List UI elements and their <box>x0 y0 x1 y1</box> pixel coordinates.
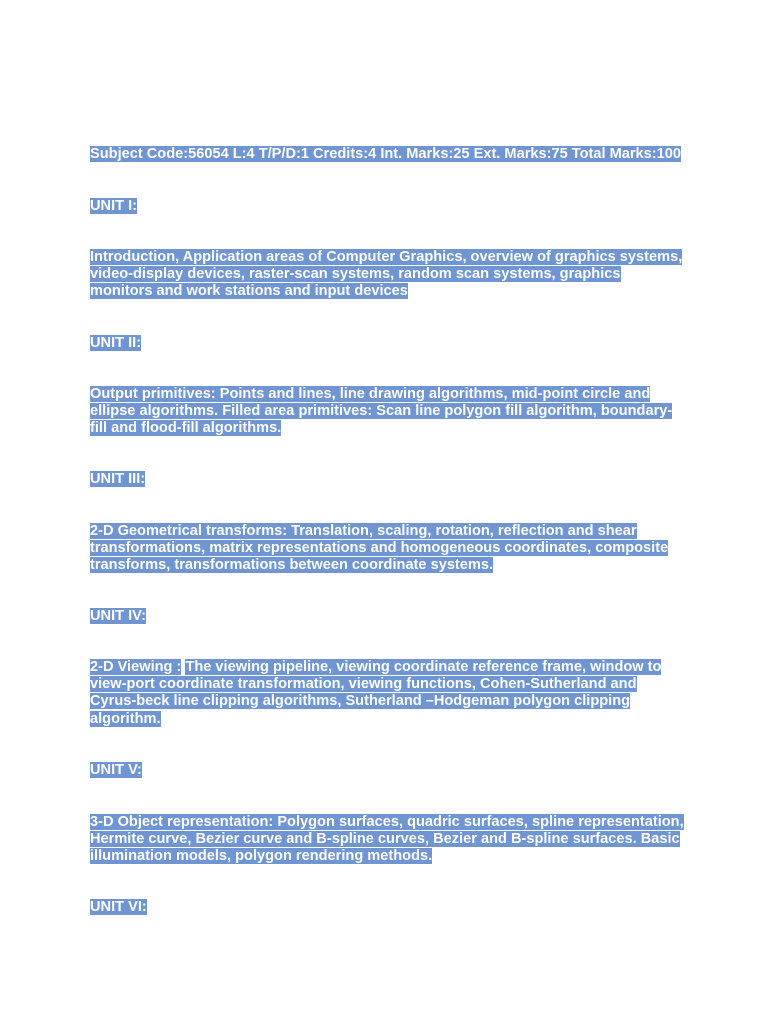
unit-heading-text: UNIT V: <box>90 762 142 778</box>
content-line: monitors and work stations and input devices <box>90 283 408 300</box>
content-line: transforms, transformations between coordinate systems. <box>90 557 494 574</box>
unit-2-heading[interactable] <box>90 335 690 352</box>
content-line: Output primitives: Points and lines, line drawing algorithms, mid-point circle and <box>90 386 651 402</box>
subject-info-text: Subject Code:56054 L:4 T/P/D:1 Credits:4 Int. Marks:25 Ext. Marks:75 Total Marks:100 <box>90 146 681 162</box>
subject-info-line[interactable] <box>90 146 690 163</box>
content-line: illumination models, polygon rendering methods. <box>90 848 433 865</box>
content-line: 2-D Geometrical transforms: Translation, scaling, rotation, reflection and shear <box>90 523 637 539</box>
content-line: ellipse algorithms. Filled area primitives: Scan line polygon fill algorithm, boundary- <box>90 403 673 420</box>
content-line: fill and flood-fill algorithms. <box>90 420 282 437</box>
unit-2-content[interactable] <box>90 386 690 438</box>
content-line: view-port coordinate transformation, viewing functions, Cohen-Sutherland and <box>90 676 637 693</box>
unit-heading-text: UNIT VI: <box>90 899 147 915</box>
content-line-part: 2-D Viewing : <box>90 659 182 675</box>
unit-3-content[interactable] <box>90 523 690 575</box>
unit-heading-text: UNIT I: <box>90 198 138 214</box>
unit-5-content[interactable] <box>90 814 690 866</box>
content-line: Hermite curve, Bezier curve and B-spline curves, Bezier and B-spline surfaces. Basic <box>90 831 680 848</box>
unit-5-heading[interactable] <box>90 762 690 779</box>
content-line-part: The viewing pipeline, viewing coordinate reference frame, window to <box>185 659 662 675</box>
unit-heading-text: UNIT III: <box>90 471 146 487</box>
content-line: video-display devices, raster-scan systems, random scan systems, graphics <box>90 266 621 283</box>
content-line: 3-D Object representation: Polygon surfaces, quadric surfaces, spline representation, <box>90 814 684 830</box>
unit-6-heading[interactable] <box>90 899 690 916</box>
unit-4-content[interactable] <box>90 659 690 728</box>
unit-4-heading[interactable] <box>90 608 690 625</box>
content-line: transformations, matrix representations and homogeneous coordinates, composite <box>90 540 669 557</box>
content-line: Introduction, Application areas of Computer Graphics, overview of graphics systems, <box>90 249 683 265</box>
unit-heading-text: UNIT IV: <box>90 608 146 624</box>
unit-1-heading[interactable] <box>90 198 690 215</box>
content-line: algorithm. <box>90 710 161 727</box>
content-line: Cyrus-beck line clipping algorithms, Sutherland –Hodgeman polygon clipping <box>90 693 631 710</box>
unit-3-heading[interactable] <box>90 471 690 488</box>
unit-heading-text: UNIT II: <box>90 335 142 351</box>
unit-1-content[interactable] <box>90 249 690 301</box>
